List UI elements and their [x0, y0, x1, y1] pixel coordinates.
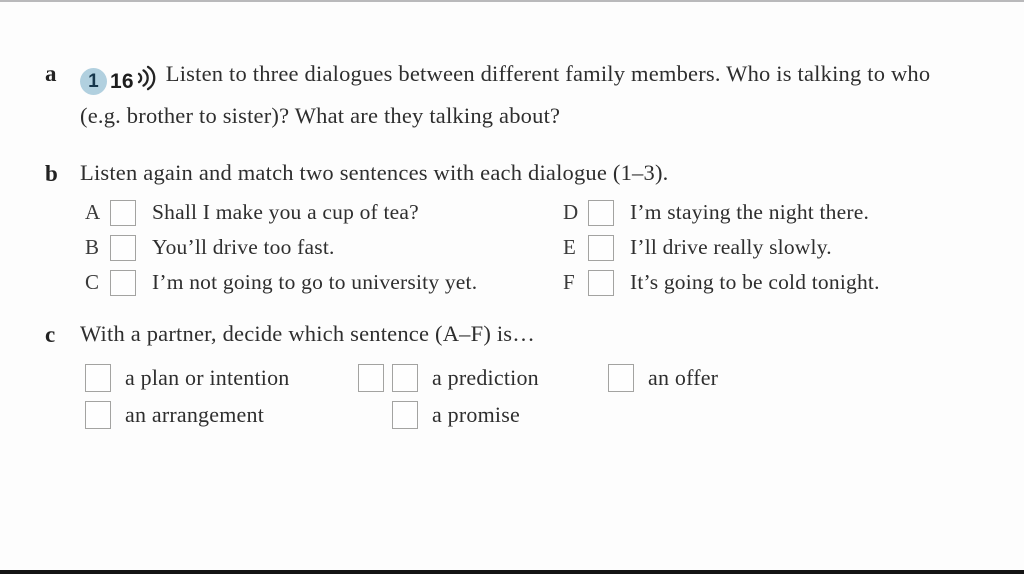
option-arrangement: [85, 401, 358, 429]
answer-checkbox-b[interactable]: [110, 235, 136, 261]
option-label: a prediction: [432, 364, 539, 390]
audio-disc-icon: 1: [80, 68, 107, 95]
sentence-text: It’s going to be cold tonight.: [630, 270, 880, 294]
sound-waves-icon: [136, 64, 156, 100]
option-label: a plan or intention: [125, 364, 290, 390]
sentence-text: Shall I make you a cup of tea?: [152, 200, 419, 224]
sentence-item-b: [85, 235, 563, 261]
exercise-a-label: a: [45, 61, 57, 86]
exercise-a-text: [80, 58, 932, 131]
option-checkbox[interactable]: [85, 401, 111, 429]
sentence-item-f: [563, 270, 1024, 296]
sentence-letter: F: [563, 270, 575, 294]
sentence-letter: E: [563, 235, 576, 259]
option-plan-or-intention: [85, 364, 358, 392]
exercise-a: [45, 58, 1024, 131]
answer-checkbox-a[interactable]: [110, 200, 136, 226]
option-label: a promise: [432, 401, 520, 427]
option-label: an offer: [648, 364, 719, 390]
answer-checkbox-f[interactable]: [588, 270, 614, 296]
sentence-item-a: [85, 200, 563, 226]
sentence-match-list: [85, 200, 1024, 296]
sentence-letter: C: [85, 270, 100, 294]
answer-checkbox-d[interactable]: [588, 200, 614, 226]
sentence-letter: B: [85, 235, 100, 259]
exercise-a-instruction: Listen to three dialogues between different family members. Who is talking to who (e.g. brother to sister)? What are they talking about?: [80, 61, 931, 128]
exercise-b-instruction: Listen again and match two sentences with each dialogue (1–3).: [80, 159, 669, 185]
sentence-text: You’ll drive too fast.: [152, 235, 335, 259]
option-checkbox[interactable]: [358, 364, 384, 392]
sentence-item-c: [85, 270, 563, 296]
sentence-letter: A: [85, 200, 101, 224]
option-checkbox[interactable]: [392, 401, 418, 429]
sentence-item-e: [563, 235, 1024, 261]
answer-checkbox-e[interactable]: [588, 235, 614, 261]
sentence-text: I’m staying the night there.: [630, 200, 870, 224]
bottom-edge-line: [0, 570, 1024, 574]
exercise-b-label: b: [45, 160, 58, 186]
exercise-c-instruction: With a partner, decide which sentence (A–F) is…: [80, 320, 535, 346]
option-offer: [608, 364, 1024, 392]
option-prediction: [358, 364, 608, 392]
option-label: an arrangement: [125, 401, 265, 427]
answer-checkbox-c[interactable]: [110, 270, 136, 296]
sentence-item-d: [563, 200, 1024, 226]
exercise-b: [45, 158, 1024, 296]
option-checkbox[interactable]: [85, 364, 111, 392]
exercise-c: [45, 319, 1024, 429]
sentence-letter: D: [563, 200, 579, 224]
audio-play-badge[interactable]: [80, 64, 156, 100]
sentence-text: I’m not going to go to university yet.: [152, 270, 478, 294]
option-checkbox[interactable]: [608, 364, 634, 392]
option-promise: [358, 401, 608, 429]
audio-track-number: 16: [110, 70, 134, 93]
option-checkbox[interactable]: [392, 364, 418, 392]
option-list: [85, 364, 1024, 429]
sentence-text: I’ll drive really slowly.: [630, 235, 832, 259]
exercise-c-label: c: [45, 321, 56, 347]
